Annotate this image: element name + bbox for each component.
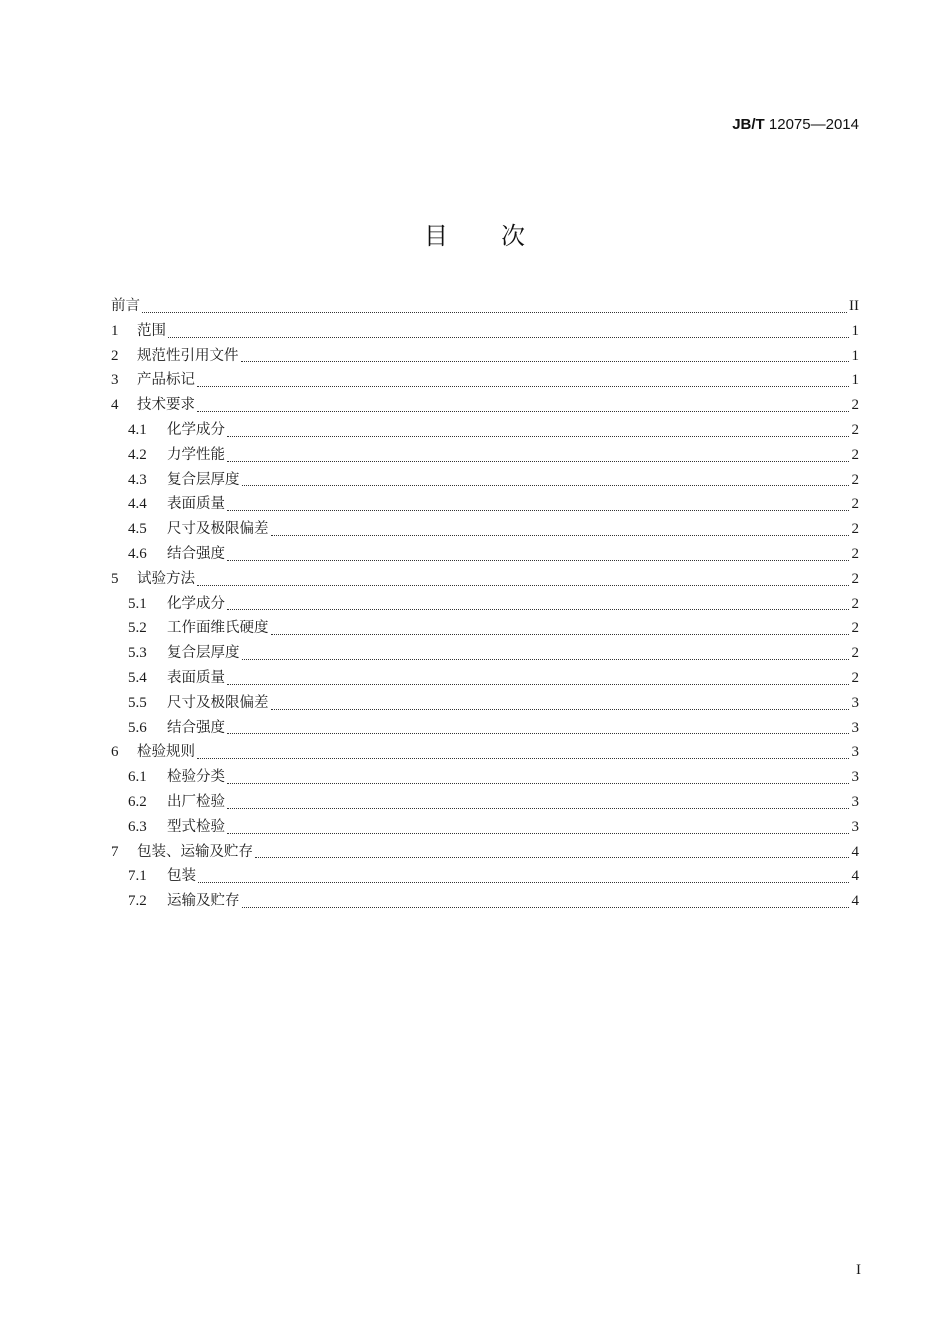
toc-entry-label: 包装 bbox=[167, 868, 196, 885]
toc-dot-leader bbox=[168, 336, 849, 338]
toc-entry[interactable] bbox=[111, 815, 859, 840]
toc-entry-page: 2 bbox=[851, 496, 859, 513]
toc-entry[interactable] bbox=[111, 517, 859, 542]
toc-entry-number: 5.6 bbox=[128, 719, 147, 736]
toc-entry-page: 2 bbox=[851, 421, 859, 438]
toc-entry[interactable] bbox=[111, 840, 859, 865]
toc-entry-number: 4.2 bbox=[128, 446, 147, 463]
toc-entry[interactable] bbox=[111, 294, 859, 319]
toc-entry-page: 2 bbox=[851, 669, 859, 686]
toc-entry-page: 1 bbox=[851, 322, 859, 339]
toc-entry[interactable] bbox=[111, 542, 859, 567]
toc-dot-leader bbox=[227, 435, 849, 437]
standard-prefix: JB/T bbox=[732, 116, 765, 133]
toc-entry-page: 3 bbox=[851, 818, 859, 835]
toc-entry[interactable] bbox=[111, 368, 859, 393]
toc-entry-page: 2 bbox=[851, 545, 859, 562]
toc-entry-label: 复合层厚度 bbox=[167, 645, 240, 662]
page-folio: I bbox=[856, 1262, 861, 1278]
toc-dot-leader bbox=[227, 608, 849, 610]
toc-entry-number: 5.3 bbox=[128, 645, 147, 662]
toc-entry-label: 试验方法 bbox=[137, 570, 195, 587]
toc-entry[interactable] bbox=[111, 864, 859, 889]
toc-entry-label: 型式检验 bbox=[167, 818, 225, 835]
toc-dot-leader bbox=[142, 311, 847, 313]
toc-entry-label: 前言 bbox=[111, 298, 140, 314]
toc-entry-label: 化学成分 bbox=[167, 595, 225, 612]
toc-dot-leader bbox=[227, 460, 849, 462]
toc-entry[interactable] bbox=[111, 790, 859, 815]
toc-dot-leader bbox=[227, 782, 849, 784]
toc-entry[interactable] bbox=[111, 319, 859, 344]
toc-entry-label: 出厂检验 bbox=[167, 793, 225, 810]
toc-entry-label: 力学性能 bbox=[167, 446, 225, 463]
toc-entry-label: 尺寸及极限偏差 bbox=[167, 521, 269, 538]
toc-entry-label: 技术要求 bbox=[137, 397, 195, 414]
toc-entry-page: 4 bbox=[851, 868, 859, 885]
toc-entry-label: 表面质量 bbox=[167, 496, 225, 513]
toc-entry-number: 4.3 bbox=[128, 471, 147, 488]
toc-entry[interactable] bbox=[111, 492, 859, 517]
toc-entry-page: 3 bbox=[851, 793, 859, 810]
toc-entry[interactable] bbox=[111, 616, 859, 641]
toc-entry[interactable] bbox=[111, 393, 859, 418]
toc-entry-number: 4.5 bbox=[128, 521, 147, 538]
toc-entry[interactable] bbox=[111, 468, 859, 493]
toc-dot-leader bbox=[197, 410, 849, 412]
page-title-second-char: 次 bbox=[501, 222, 526, 250]
toc-entry-number: 3 bbox=[111, 372, 119, 389]
page-title-first-char: 目 bbox=[424, 222, 449, 250]
toc-entry-label: 产品标记 bbox=[137, 372, 195, 389]
toc-dot-leader bbox=[271, 708, 850, 710]
toc-entry[interactable] bbox=[111, 567, 859, 592]
toc-dot-leader bbox=[242, 484, 850, 486]
toc-dot-leader bbox=[271, 534, 850, 536]
toc-entry-page: 3 bbox=[851, 744, 859, 761]
toc-entry[interactable] bbox=[111, 443, 859, 468]
toc-entry-label: 范围 bbox=[137, 322, 166, 339]
toc-entry-number: 5.2 bbox=[128, 620, 147, 637]
toc-dot-leader bbox=[197, 757, 849, 759]
toc-entry-page: 2 bbox=[851, 570, 859, 587]
toc-entry-label: 检验分类 bbox=[167, 769, 225, 786]
toc-dot-leader bbox=[242, 906, 850, 908]
toc-entry-label: 结合强度 bbox=[167, 545, 225, 562]
toc-dot-leader bbox=[227, 683, 849, 685]
toc-entry-number: 7 bbox=[111, 843, 119, 860]
toc-entry-number: 4.6 bbox=[128, 545, 147, 562]
toc-dot-leader bbox=[241, 360, 850, 362]
toc-entry-number: 7.2 bbox=[128, 893, 147, 910]
toc-entry-label: 规范性引用文件 bbox=[137, 347, 239, 364]
toc-entry-label: 化学成分 bbox=[167, 421, 225, 438]
toc-dot-leader bbox=[255, 856, 849, 858]
toc-entry[interactable] bbox=[111, 765, 859, 790]
toc-entry[interactable] bbox=[111, 666, 859, 691]
toc-dot-leader bbox=[197, 584, 849, 586]
toc-entry-page: 3 bbox=[851, 769, 859, 786]
toc-dot-leader bbox=[227, 832, 849, 834]
toc-entry-page: 2 bbox=[851, 645, 859, 662]
toc-entry-label: 检验规则 bbox=[137, 744, 195, 761]
toc-entry-page: 2 bbox=[851, 446, 859, 463]
toc-entry[interactable] bbox=[111, 418, 859, 443]
toc-entry-number: 6.3 bbox=[128, 818, 147, 835]
toc-entry-number: 4 bbox=[111, 397, 119, 414]
toc-entry-number: 1 bbox=[111, 322, 119, 339]
toc-entry-page: 2 bbox=[851, 620, 859, 637]
toc-entry-page: 2 bbox=[851, 521, 859, 538]
standard-number: 12075—2014 bbox=[768, 116, 859, 133]
toc-entry[interactable] bbox=[111, 691, 859, 716]
toc-entry-page: 3 bbox=[851, 719, 859, 736]
table-of-contents bbox=[111, 294, 859, 914]
toc-dot-leader bbox=[227, 559, 849, 561]
toc-entry[interactable] bbox=[111, 740, 859, 765]
toc-entry[interactable] bbox=[111, 641, 859, 666]
toc-entry-number: 7.1 bbox=[128, 868, 147, 885]
page-title bbox=[0, 216, 950, 251]
toc-dot-leader bbox=[198, 881, 849, 883]
toc-entry-page: II bbox=[849, 298, 859, 314]
standard-code bbox=[732, 116, 859, 133]
toc-entry-number: 6 bbox=[111, 744, 119, 761]
toc-dot-leader bbox=[227, 509, 849, 511]
toc-entry-number: 5.5 bbox=[128, 694, 147, 711]
toc-dot-leader bbox=[242, 658, 850, 660]
toc-dot-leader bbox=[227, 807, 849, 809]
toc-entry-number: 5 bbox=[111, 570, 119, 587]
toc-entry-page: 3 bbox=[851, 694, 859, 711]
toc-entry-number: 2 bbox=[111, 347, 119, 364]
toc-dot-leader bbox=[227, 732, 849, 734]
toc-entry[interactable] bbox=[111, 344, 859, 369]
toc-entry-page: 4 bbox=[851, 893, 859, 910]
toc-entry-page: 2 bbox=[851, 595, 859, 612]
toc-entry-page: 1 bbox=[851, 372, 859, 389]
toc-entry-label: 运输及贮存 bbox=[167, 893, 240, 910]
toc-entry-label: 复合层厚度 bbox=[167, 471, 240, 488]
toc-entry-number: 6.2 bbox=[128, 793, 147, 810]
toc-entry-label: 工作面维氏硬度 bbox=[167, 620, 269, 637]
toc-entry[interactable] bbox=[111, 592, 859, 617]
toc-entry-number: 6.1 bbox=[128, 769, 147, 786]
toc-entry-number: 5.1 bbox=[128, 595, 147, 612]
toc-entry-number: 4.1 bbox=[128, 421, 147, 438]
toc-entry-page: 2 bbox=[851, 397, 859, 414]
toc-entry-label: 包装、运输及贮存 bbox=[137, 843, 253, 860]
toc-entry-page: 2 bbox=[851, 471, 859, 488]
toc-entry-number: 5.4 bbox=[128, 669, 147, 686]
toc-entry[interactable] bbox=[111, 716, 859, 741]
toc-dot-leader bbox=[271, 633, 850, 635]
toc-entry[interactable] bbox=[111, 889, 859, 914]
toc-entry-page: 4 bbox=[851, 843, 859, 860]
toc-entry-label: 表面质量 bbox=[167, 669, 225, 686]
toc-entry-label: 尺寸及极限偏差 bbox=[167, 694, 269, 711]
toc-entry-number: 4.4 bbox=[128, 496, 147, 513]
toc-dot-leader bbox=[197, 385, 849, 387]
toc-entry-page: 1 bbox=[851, 347, 859, 364]
toc-entry-label: 结合强度 bbox=[167, 719, 225, 736]
